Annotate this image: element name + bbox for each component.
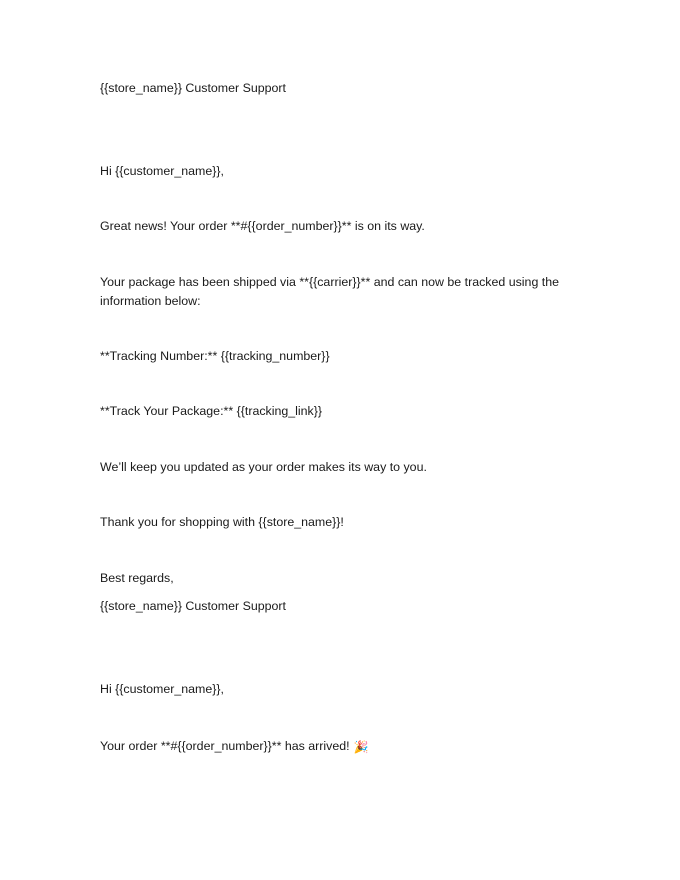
paragraph-thank-you: Thank you for shopping with {{store_name}}! (100, 515, 344, 529)
paragraph-tracking-number: **Tracking Number:** {{tracking_number}} (100, 349, 330, 363)
order-arrived-text: Your order **#{{order_number}}** has arrived! (100, 739, 350, 753)
paragraph-great-news: Great news! Your order **#{{order_number}}** is on its way. (100, 219, 425, 233)
paragraph-track-package: **Track Your Package:** {{tracking_link}} (100, 404, 323, 418)
greeting-line-2: Hi {{customer_name}}, (100, 682, 224, 696)
paragraph-shipped-via: Your package has been shipped via **{{carrier}}** and can now be tracked using the information below: (100, 275, 563, 308)
paragraph-keep-updated: We’ll keep you updated as your order makes its way to you. (100, 460, 427, 474)
signature-line-1: {{store_name}} Customer Support (100, 81, 286, 95)
greeting-line-1: Hi {{customer_name}}, (100, 164, 224, 178)
party-popper-icon: 🎉 (353, 740, 369, 754)
paragraph-order-arrived (100, 737, 570, 756)
signature-line-2: {{store_name}} Customer Support (100, 599, 286, 613)
best-regards-line: Best regards, (100, 571, 174, 585)
